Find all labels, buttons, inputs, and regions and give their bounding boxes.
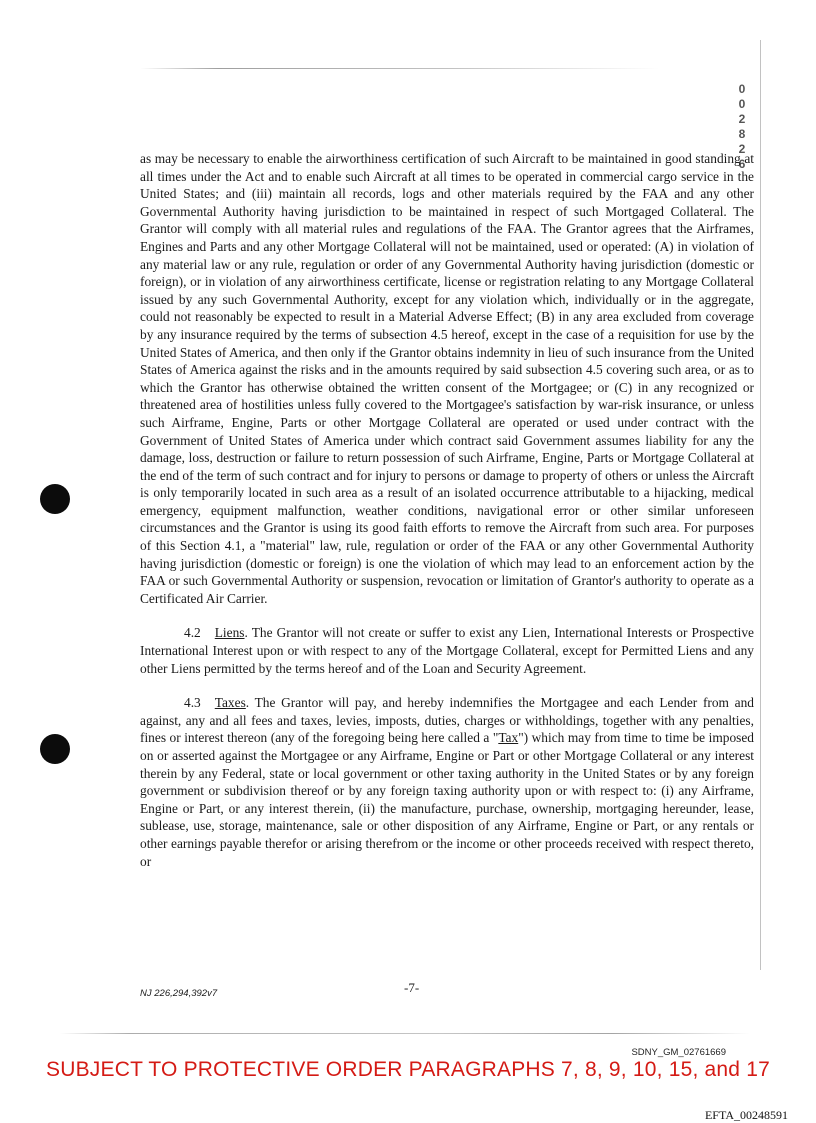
side-bates-stamp: 002826: [735, 82, 749, 172]
document-body: [140, 150, 754, 887]
section-text: ") which may from time to time be imposed on or asserted against the Mortgagee or any Airframe, Engine or Part or other Mortgage Collateral or any interest therein by any Federal, state or local government or other taxing authority in the United States or by any foreign government or subdivision thereof or by any foreign taxing authority upon or with respect to: (i) any Airframe, Engine or Part, or any interest therein, (ii) the manufacture, purchase, ownership, mortgaging hereunder, lease, sublease, use, storage, maintenance, sale or other disposition of any Airframe, Engine or Part, or any rentals or other earnings payable therefor or arising therefrom or the income or other proceeds received with respect thereto, or: [140, 730, 754, 869]
scan-page-edge: [760, 40, 761, 970]
section-number: 4.2: [184, 625, 201, 641]
hole-punch-mark: [40, 484, 70, 514]
section-text: . The Grantor will pay, and hereby indemnifies the Mortgagee and each Lender from and against, any and all fees and taxes, levies, imposts, duties, charges or withholdings, together with any penalties, fines or interest thereon (any of the foregoing being here called a ": [140, 695, 754, 746]
scan-artifact-top-line: [140, 68, 660, 69]
document-id: NJ 226,294,392v7: [140, 988, 218, 999]
section-4-3: [140, 694, 754, 870]
paragraph-continuation: as may be necessary to enable the airworthiness certification of such Aircraft to be maintained in good standing at all times under the Act and to enable such Aircraft at all times to be operated in commercial cargo service in the United States; and (iii) maintain all records, logs and other materials required by the FAA and any other Governmental Authority having jurisdiction to be maintained in respect of such Mortgaged Collateral. The Grantor will comply with all material rules and regulations of the FAA. The Grantor agrees that the Airframes, Engines and Parts and any other Mortgage Collateral will not be maintained, used or operated: (A) in violation of any material law or any rule, regulation or order of any Governmental Authority having jurisdiction (domestic or foreign), or in violation of any airworthiness certificate, license or registration relating to any Mortgage Collateral issued by any such Governmental Authority, except for any violation which, individually or in the aggregate, could not reasonably be expected to result in a Material Adverse Effect; (B) in any area excluded from coverage by any insurance required by the terms of subsection 4.5 hereof, except in the case of a requisition for use by the United States of America, and then only if the Grantor obtains indemnity in lieu of such insurance from the United States of America against the risks and in the amounts required by said subsection 4.5 covering such area, or as to which the Grantor has otherwise obtained the written consent of the Mortgagee; or (C) in any recognized or threatened area of hostilities unless fully covered to the Mortgagee's satisfaction by war-risk insurance, or unless such Airframe, Engine, Parts or other Mortgage Collateral are operated or used under contract with the Government of United States of America under which contract said Government assumes liability for any the damage, loss, destruction or failure to return possession of such Airframe, Engine, Parts or Mortgage Collateral at the end of the term of such contract and for injury to persons or damage to property of others or unless the Aircraft is only temporarily located in such area as a result of an isolated occurrence attributable to a hijacking, medical emergency, equipment malfunction, weather conditions, navigational error or other similar unforeseen circumstances and the Grantor is using its good faith efforts to remove the Aircraft from such area. For purposes of this Section 4.1, a "material" law, rule, regulation or order of the FAA or any other Governmental Authority having jurisdiction (domestic or foreign) is one the violation of which may lead to an enforcement action by the FAA or such Governmental Authority or suspension, revocation or limitation of Grantor's authority to operate as a Certificated Air Carrier.: [140, 151, 754, 606]
page-number: -7-: [404, 980, 420, 995]
control-number: SDNY_GM_02761669: [631, 1047, 726, 1058]
section-number: 4.3: [184, 695, 201, 711]
section-text: . The Grantor will not create or suffer to exist any Lien, International Interests or Prospective International Interest upon or with respect to any of the Mortgage Collateral, except for Permitted Liens and any other Liens permitted by the terms hereof and of the Loan and Security Agreement.: [140, 625, 754, 676]
efta-number: EFTA_00248591: [704, 1108, 788, 1122]
section-heading: Taxes: [214, 695, 246, 711]
section-heading: Liens: [214, 625, 245, 641]
protective-order-banner: SUBJECT TO PROTECTIVE ORDER PARAGRAPHS 7, 8, 9, 10, 15, and 17: [46, 1058, 770, 1081]
section-4-2: [140, 624, 754, 677]
scan-artifact-bottom-line: [60, 1033, 750, 1034]
defined-term: Tax: [498, 730, 519, 746]
hole-punch-mark: [40, 734, 70, 764]
